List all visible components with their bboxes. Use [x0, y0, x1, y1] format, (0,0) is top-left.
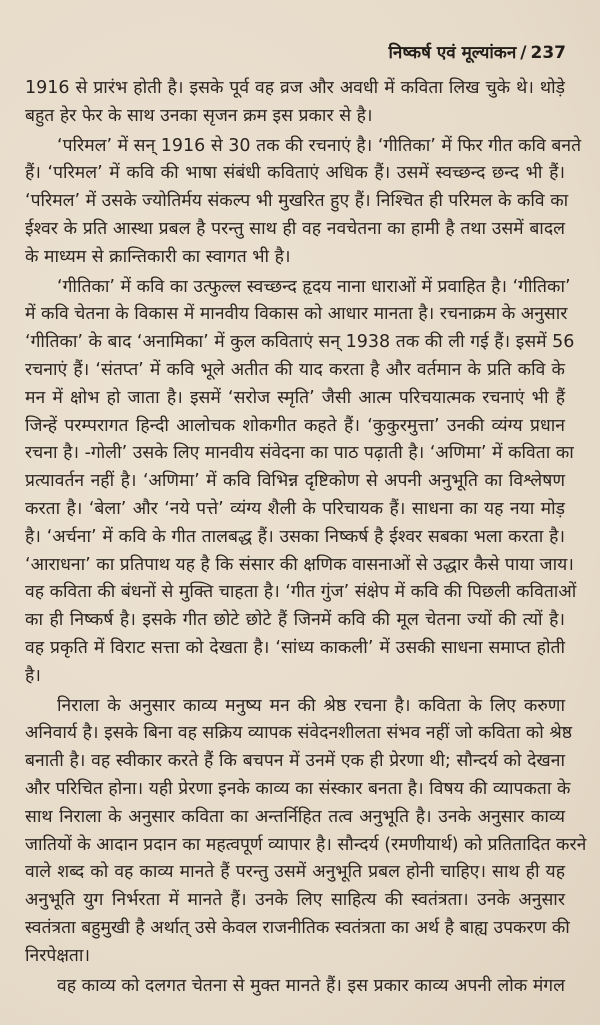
text-line: बनाती है। वह स्वीकार करते हैं कि बचपन में उनमें एक ही प्रेरणा थी; सौन्दर्य को देखना — [25, 751, 565, 772]
header-separator: / — [520, 43, 527, 63]
text-line: ‘परिमल’ में उसके ज्योतिर्मय संकल्प भी मुखरित हुए हैं। निश्चित ही परिमल के कवि का — [25, 191, 569, 212]
text-line: के माध्यम से क्रान्तिकारी का स्वागत भी है। — [25, 246, 291, 267]
text-line: निरपेक्षता। — [25, 945, 91, 966]
text-line: है। ‘अर्चना’ में कवि के गीत तालबद्ध हैं। उसका निष्कर्ष है ईश्वर सबका भला करता है। — [25, 526, 565, 547]
text-line: वह प्रकृति में विराट सत्ता को देखता है। ‘सांध्य काकली’ में उसकी साधना समाप्त होती — [25, 638, 565, 658]
text-line: हैं। ‘परिमल’ में कवि की भाषा संबंधी कविताएं अधिक हैं। उसमें स्वच्छन्द छन्द भी हैं। — [25, 163, 565, 184]
text-line: निराला के अनुसार काव्य मनुष्य मन की श्रेष्ठ रचना है। कविता के लिए करुणा — [57, 695, 565, 716]
text-line: ‘परिमल’ में सन् 1916 से 30 तक की रचनाएं है। ‘गीतिका’ में फिर गीत कवि बनते — [57, 135, 582, 156]
text-line: मन में क्षोभ हो जाता है। इसमें ‘सरोज स्मृति’ जैसी आत्म परिचयात्मक रचनाएं भी हैं — [25, 387, 565, 408]
text-line: का ही निष्कर्ष है। इसके गीत छोटे छोटे हैं जिनमें कवि की मूल चेतना ज्यों की त्यों है। — [25, 610, 565, 631]
text-line: स्वतंत्रता बहुमुखी है अर्थात् उसे केवल राजनीतिक स्वतंत्रता का अर्थ है बाह्य उपकरण की — [25, 918, 570, 938]
chapter-title: निष्कर्ष एवं मूल्यांकन — [388, 43, 517, 63]
text-line: में कवि चेतना के विकास में मानवीय विकास को आधार मानता है। रचनाक्रम के अनुसार — [25, 304, 568, 325]
text-line: रचनाएं हैं। ‘संतप्त’ में कवि भूले अतीत की याद करता है और वर्तमान के प्रति कवि के — [25, 360, 565, 380]
text-line: जिन्हें परम्परागत हिन्दी आलोचक शोकगीत कहते हैं। ‘कुकुरमुत्ता’ उनकी व्यंग्य प्रधान — [25, 415, 565, 436]
text-line: करता है। ‘बेला’ और ‘नये पत्ते’ व्यंग्य शैली के परिचायक हैं। साधना का यह नया मोड़ — [25, 499, 565, 519]
text-line: वह काव्य को दलगत चेतना से मुक्त मानते हैं। इस प्रकार काव्य अपनी लोक मंगल — [57, 975, 565, 996]
text-line: रचना है। -गोली’ उसके लिए मानवीय संवेदना का पाठ पढ़ाती है। ‘अणिमा’ में कविता का — [25, 443, 574, 464]
text-line: प्रत्यावर्तन नहीं है। ‘अणिमा’ में कवि विभिन्न दृष्टिकोण से अपनी अनुभूति का विश्लेषण — [25, 471, 565, 492]
text-line: वह कविता की बंधनों से मुक्ति चाहता है। ‘गीत गुंज’ संक्षेप में कवि की पिछली कविताओं — [25, 582, 577, 603]
text-line: अनुभूति युग निर्भरता में मानते हैं। उनके लिए साहित्य की स्वतंत्रता। उनके अनुसार — [25, 890, 565, 911]
page-number: 237 — [530, 43, 566, 63]
text-line: 1916 से प्रारंभ होती है। इसके पूर्व वह व्रज और अवधी में कविता लिख चुके थे। थोड़े — [25, 78, 565, 98]
text-line: है। — [25, 665, 41, 686]
text-line: अनिवार्य है। इसके बिना वह सक्रिय व्यापक संवेदनशीलता संभव नहीं जो कविता को श्रेष्ठ — [25, 723, 573, 744]
text-line: और परिचित होना। यही प्रेरणा इनके काव्य का संस्कार बनता है। विषय की व्यापकता के — [25, 779, 571, 799]
text-line: बहुत हेर फेर के साथ उनका सृजन क्रम इस प्रकार से है। — [25, 105, 373, 126]
running-header — [389, 40, 566, 63]
text-line: साथ निराला के अनुसार कविता का अन्तर्निहित तत्व अनुभूति है। उनके अनुसार काव्य — [25, 806, 565, 827]
text-line: ‘गीतिका’ में कवि का उत्फुल्ल स्वच्छन्द हृदय नाना धाराओं में प्रवाहित है। ‘गीतिका’ — [57, 276, 571, 297]
text-line: वाले शब्द को वह काव्य मानते हैं परन्तु उसमें अनुभूति प्रबल होनी चाहिए। साथ ही यह — [25, 862, 565, 883]
text-line: ‘गीतिका’ के बाद ‘अनामिका’ में कुल कविताएं सन् 1938 तक की ली गई हैं। इसमें 56 — [25, 332, 575, 353]
text-line: जातियों के आदान प्रदान का महत्वपूर्ण व्यापार है। सौन्दर्य (रमणीयार्थ) को प्रतितादित करने — [25, 834, 587, 855]
text-line: ईश्वर के प्रति आस्था प्रबल है परन्तु साथ ही वह नवचेतना का हामी है तथा उसमें बादल — [25, 219, 565, 239]
text-line: ‘आराधना’ का प्रतिपाथ यह है कि संसार की क्षणिक वासनाओं से उद्धार कैसे पाया जाय। — [25, 554, 574, 575]
